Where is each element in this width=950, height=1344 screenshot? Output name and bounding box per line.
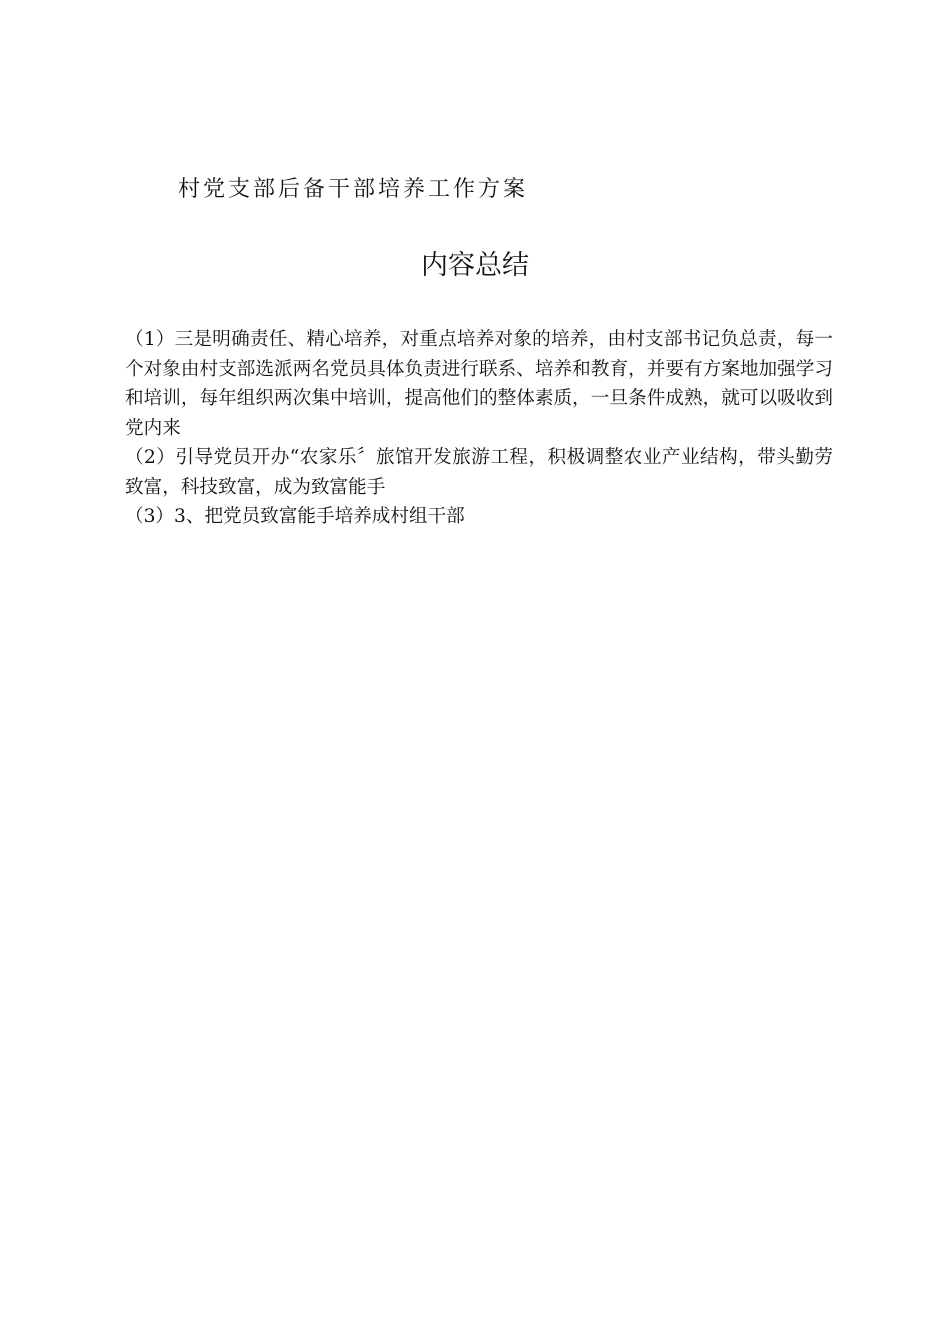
document-title: 村党支部后备干部培养工作方案 <box>178 177 529 202</box>
section-heading: 内容总结 <box>421 250 529 281</box>
summary-item-1: （1）三是明确责任、精心培养，对重点培养对象的培养，由村支部书记负总责，每一个对象由村支部选派两名党员具体负责进行联系、培养和教育，并要有方案地加强学习和培训，每年组织两次集中培训，提高他们的整体素质，一旦条件成熟，就可以吸收到党内来 <box>125 329 833 439</box>
summary-item-2: （2）引导党员开办“农家乐〞旅馆开发旅游工程，积极调整农业产业结构，带头勤劳致富，科技致富，成为致富能手 <box>125 447 833 498</box>
summary-list <box>125 325 833 532</box>
summary-item-3: （3）3、把党员致富能手培养成村组干部 <box>125 506 465 527</box>
